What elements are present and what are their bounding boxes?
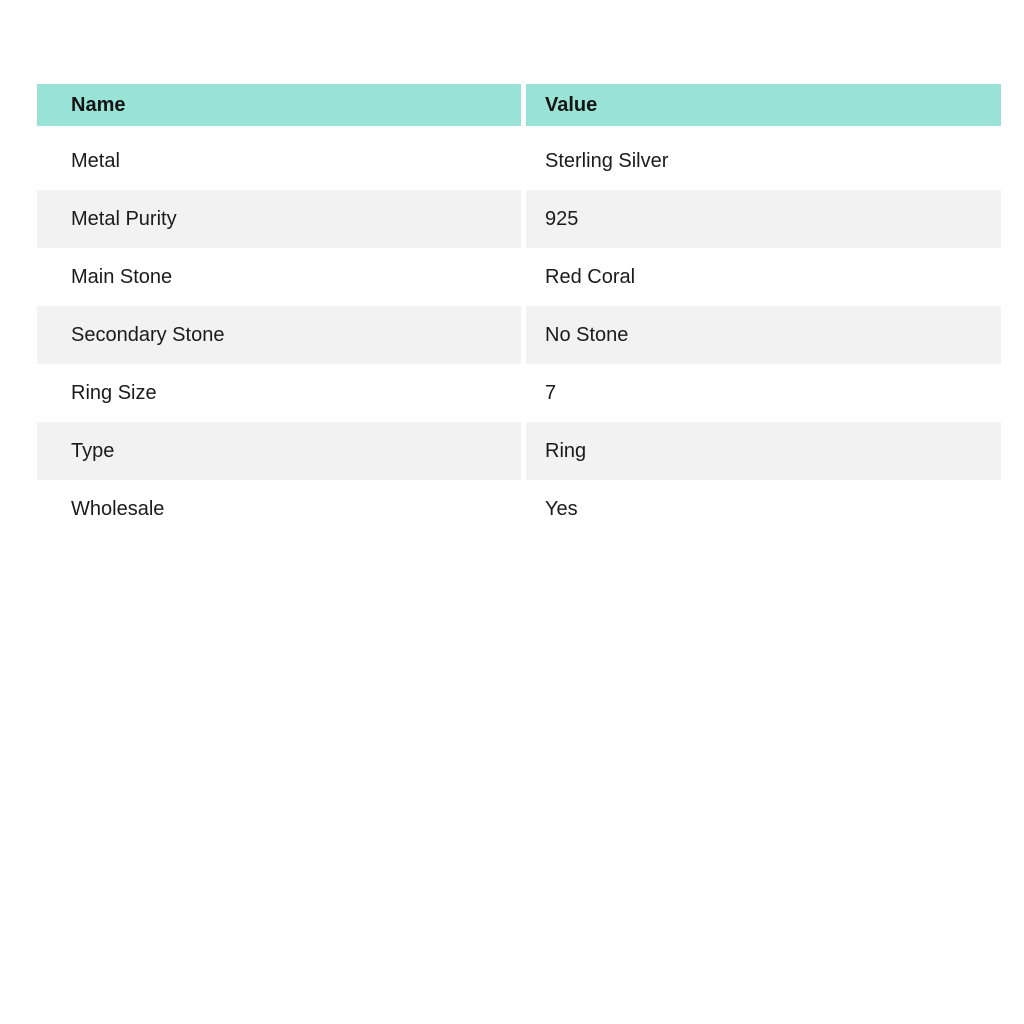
- attribute-name-cell: Type: [37, 422, 526, 480]
- column-header-value: Value: [526, 84, 1001, 132]
- column-header-name: Name: [37, 84, 526, 132]
- product-attributes-table: [37, 84, 1001, 538]
- attribute-value-cell: No Stone: [526, 306, 1001, 364]
- attributes-table: [37, 84, 1001, 538]
- table-header-row: [37, 84, 1001, 132]
- table-row: [37, 422, 1001, 480]
- attribute-value-cell: Red Coral: [526, 248, 1001, 306]
- table-row: [37, 480, 1001, 538]
- attribute-name-cell: Secondary Stone: [37, 306, 526, 364]
- table-row: [37, 248, 1001, 306]
- table-row: [37, 132, 1001, 190]
- table-row: [37, 364, 1001, 422]
- attribute-value-cell: Yes: [526, 480, 1001, 538]
- attribute-value-cell: 925: [526, 190, 1001, 248]
- attribute-name-cell: Wholesale: [37, 480, 526, 538]
- attribute-value-cell: Sterling Silver: [526, 132, 1001, 190]
- attribute-value-cell: 7: [526, 364, 1001, 422]
- attribute-name-cell: Main Stone: [37, 248, 526, 306]
- table-row: [37, 190, 1001, 248]
- attribute-name-cell: Metal Purity: [37, 190, 526, 248]
- table-body: [37, 132, 1001, 538]
- attribute-value-cell: Ring: [526, 422, 1001, 480]
- table-row: [37, 306, 1001, 364]
- attribute-name-cell: Ring Size: [37, 364, 526, 422]
- attribute-name-cell: Metal: [37, 132, 526, 190]
